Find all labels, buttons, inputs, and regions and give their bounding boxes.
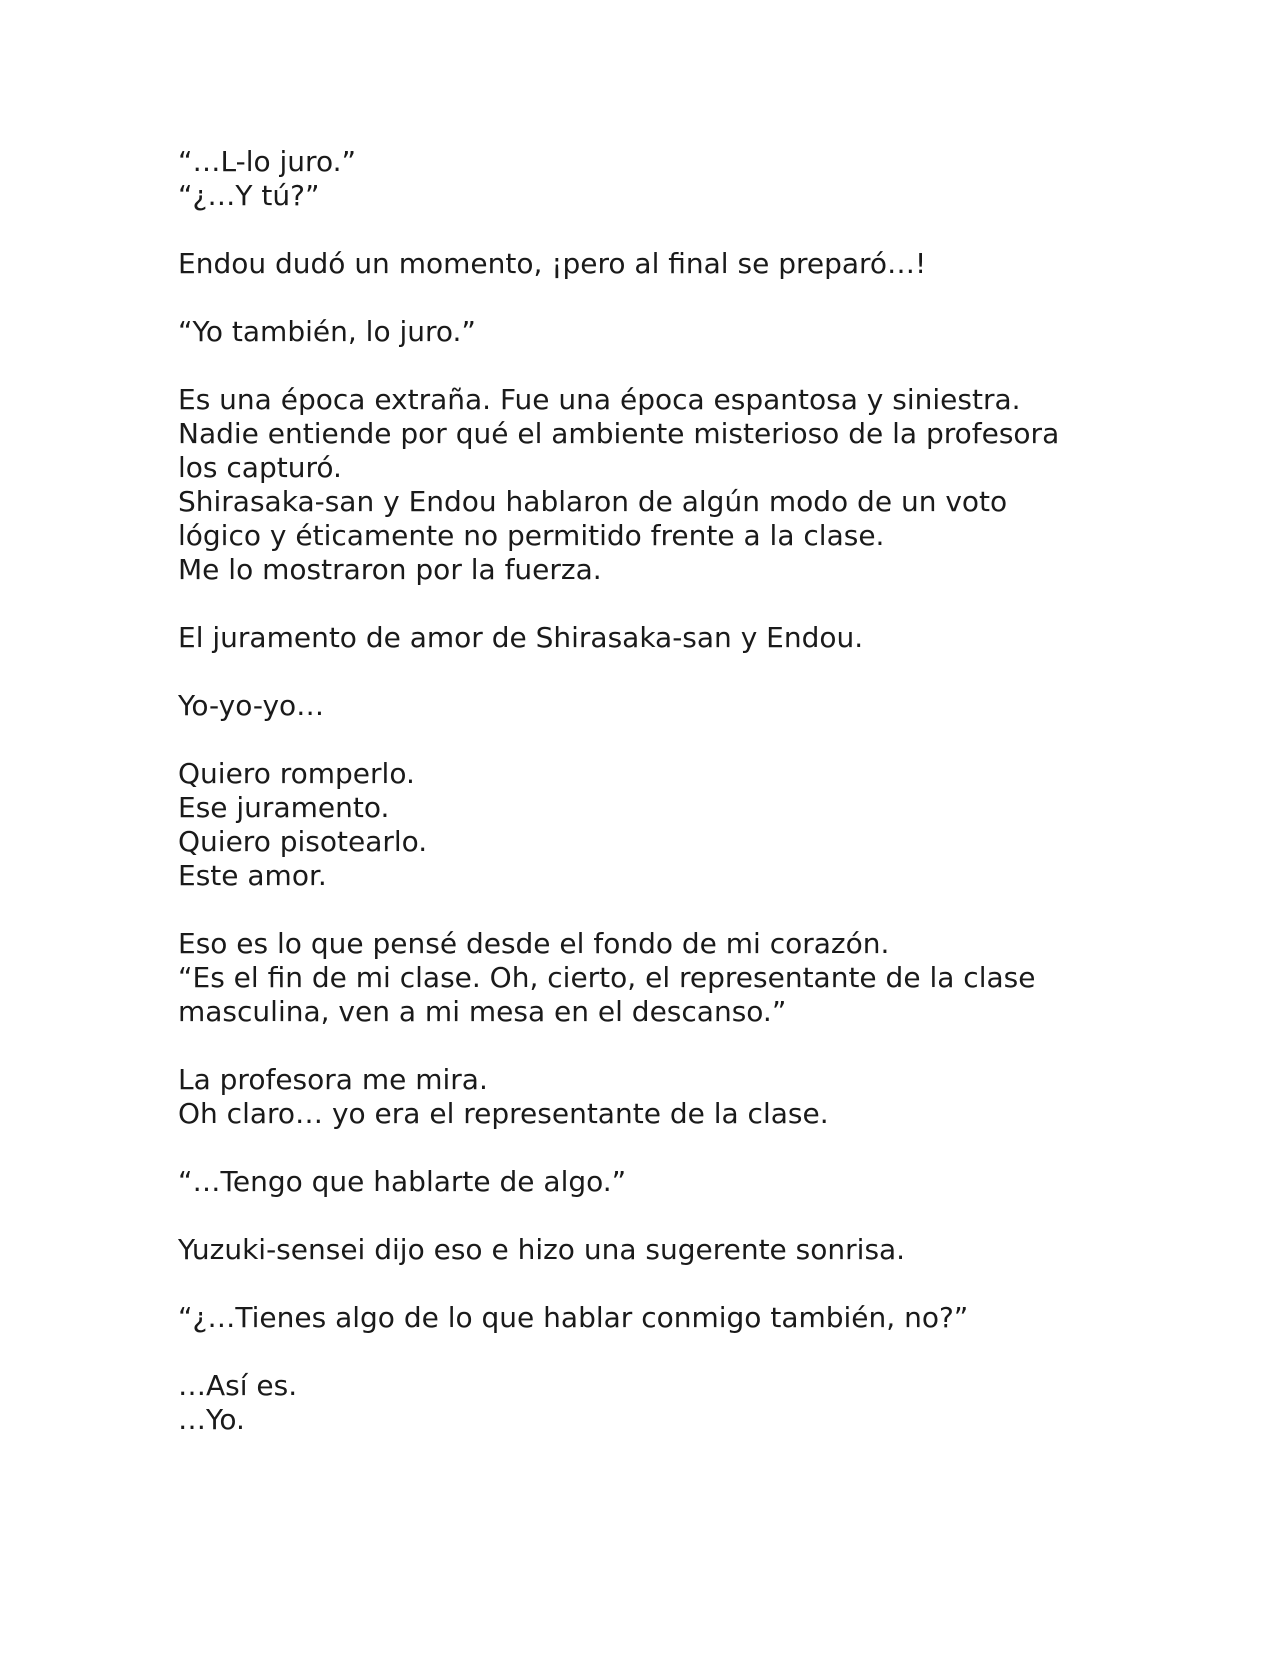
blank-line (178, 655, 1138, 689)
blank-line (178, 1029, 1138, 1063)
text-line: …Así es. (178, 1369, 298, 1402)
text-line: Ese juramento. (178, 791, 390, 824)
text-line: “…Tengo que hablarte de algo.” (178, 1165, 627, 1198)
text-line: El juramento de amor de Shirasaka-san y Endou. (178, 621, 864, 654)
text-line: Este amor. (178, 859, 327, 892)
text-line: Shirasaka-san y Endou hablaron de algún modo de un voto (178, 485, 1008, 518)
text-line: lógico y éticamente no permitido frente a la clase. (178, 519, 885, 552)
blank-line (178, 1199, 1138, 1233)
text-line: Oh claro… yo era el representante de la clase. (178, 1097, 829, 1130)
text-line: los capturó. (178, 451, 342, 484)
blank-line (178, 1267, 1138, 1301)
text-line: “Yo también, lo juro.” (178, 315, 476, 348)
text-line: Yo-yo-yo… (178, 689, 325, 722)
text-line: “¿…Tienes algo de lo que hablar conmigo también, no?” (178, 1301, 969, 1334)
text-line: “¿…Y tú?” (178, 179, 320, 212)
text-line: Nadie entiende por qué el ambiente misterioso de la profesora (178, 417, 1060, 450)
blank-line (178, 893, 1138, 927)
text-line: “…L-lo juro.” (178, 145, 356, 178)
text-line: Quiero romperlo. (178, 757, 415, 790)
text-line: Quiero pisotearlo. (178, 825, 428, 858)
text-line: masculina, ven a mi mesa en el descanso.” (178, 995, 787, 1028)
text-line: La profesora me mira. (178, 1063, 488, 1096)
blank-line (178, 587, 1138, 621)
blank-line (178, 213, 1138, 247)
blank-line (178, 349, 1138, 383)
text-line: Endou dudó un momento, ¡pero al final se preparó…! (178, 247, 927, 280)
blank-line (178, 1335, 1138, 1369)
text-line: Es una época extraña. Fue una época espantosa y siniestra. (178, 383, 1021, 416)
blank-line (178, 723, 1138, 757)
document-body (178, 145, 1138, 1437)
blank-line (178, 1131, 1138, 1165)
blank-line (178, 281, 1138, 315)
text-line: …Yo. (178, 1403, 245, 1436)
text-line: Eso es lo que pensé desde el fondo de mi corazón. (178, 927, 890, 960)
text-line: Yuzuki-sensei dijo eso e hizo una sugerente sonrisa. (178, 1233, 906, 1266)
text-line: Me lo mostraron por la fuerza. (178, 553, 602, 586)
text-line: “Es el fin de mi clase. Oh, cierto, el representante de la clase (178, 961, 1036, 994)
